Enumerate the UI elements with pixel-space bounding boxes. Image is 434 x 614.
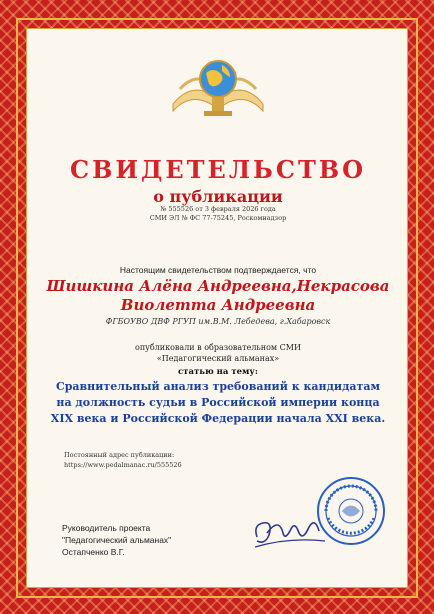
confirm-text: Настоящим свидетельством подтверждается, что <box>119 265 317 275</box>
author-names-line1: Шишкина Алёна Андреевна,Некрасова <box>46 277 390 295</box>
certificate-number: № 555526 от 3 февраля 2026 года <box>160 205 276 213</box>
article-topic: Сравнительный анализ требований к кандидатам на должность судьи в Российской империи конца XIX века и Российской Федерации начала XXI века. <box>50 380 386 425</box>
author-names-line2: Виолетта Андреевна <box>120 296 316 314</box>
media-registration: СМИ ЭЛ № ФС 77-75245, Роскомнадзор <box>149 214 287 222</box>
leader-name: Остапченко В.Г. <box>62 547 125 557</box>
publisher-stamp-icon <box>316 476 386 546</box>
leader-title: Руководитель проекта <box>62 523 151 533</box>
media-name: «Педагогический альманах» <box>156 354 280 363</box>
certificate-body <box>26 28 408 588</box>
leader-project: "Педагогический альманах" <box>62 535 172 545</box>
published-line: опубликовали в образовательном СМИ <box>135 343 301 352</box>
certificate-subtitle: о публикации <box>153 187 283 206</box>
author-organization: ФГБОУВО ДВФ РГУП им.В.М. Лебедева, г.Хабаровск <box>105 317 331 326</box>
topic-label: статью на тему: <box>178 367 258 377</box>
address-label: Постоянный адрес публикации: <box>64 451 175 459</box>
certificate-title: СВИДЕТЕЛЬСТВО <box>69 155 367 184</box>
globe-book-emblem-icon <box>168 49 268 129</box>
address-url[interactable]: https://www.pedalmanac.ru/555526 <box>64 461 182 469</box>
